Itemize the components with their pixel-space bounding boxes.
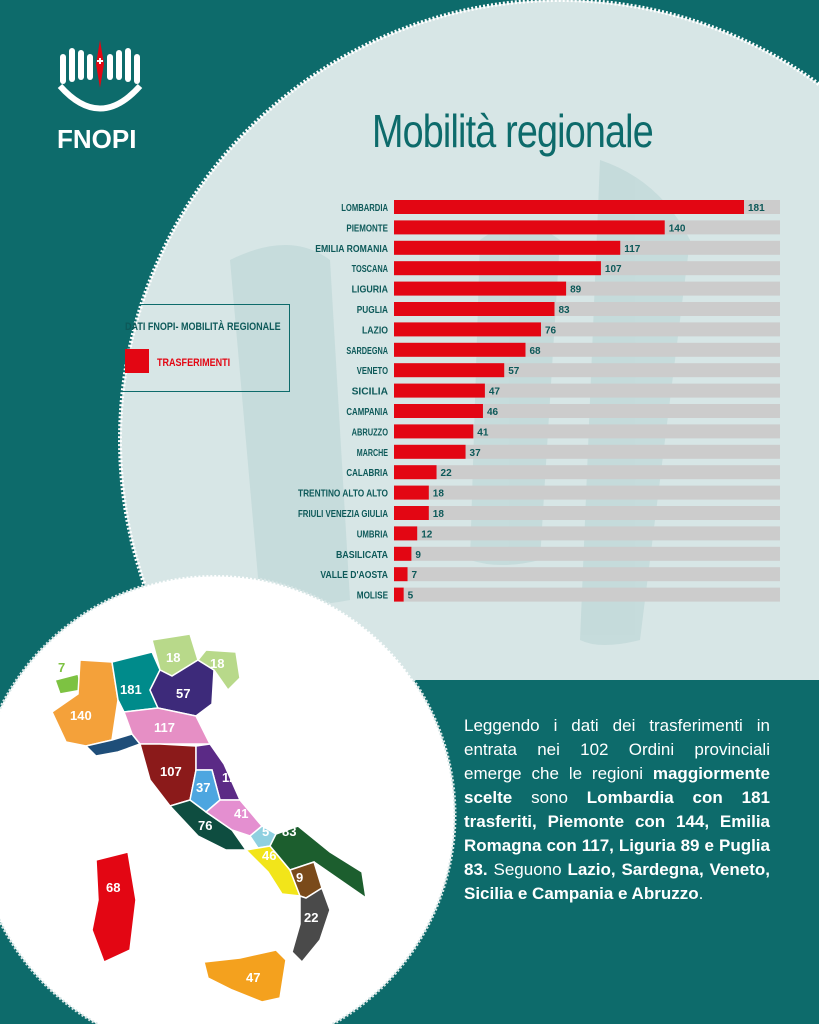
map-label: 7	[58, 660, 66, 675]
value-label: 117	[624, 243, 641, 255]
category-label: BASILICATA	[336, 549, 388, 561]
value-label: 7	[411, 570, 418, 582]
category-label: LAZIO	[362, 325, 389, 337]
value-label: 41	[477, 427, 489, 439]
map-label: 76	[198, 818, 213, 833]
category-label: SICILIA	[351, 386, 388, 398]
map-label: 9	[296, 870, 304, 885]
category-label: SARDEGNA	[346, 345, 388, 357]
legend-label: TRASFERIMENTI	[157, 357, 231, 369]
category-label: VALLE D'AOSTA	[320, 570, 388, 582]
category-label: PIEMONTE	[346, 223, 389, 235]
map-label: 5	[262, 824, 270, 839]
category-label: EMILIA ROMANIA	[315, 243, 388, 255]
map-label: 107	[160, 764, 182, 779]
map-region-sardegna	[92, 852, 136, 962]
legend-title: DATI FNOPI- MOBILITÀ REGIONALE	[125, 321, 281, 333]
category-label: MARCHE	[356, 447, 389, 459]
caption-text: Leggendo i dati dei trasferimenti in entrata nei 102 Ordini provinciali emerge che le regioni maggiormente scelte sono Lombardia con 181 trasferiti, Piemonte con 144, Emilia Romagna con 117, Liguria 89 e Puglia 83. Seguono Lazio, Sardegna, Veneto, Sicilia e Campania e Abruzzo.	[464, 716, 771, 903]
category-label: VENETO	[356, 366, 389, 378]
map-region-sicilia	[204, 950, 286, 1002]
category-label: FRIULI VENEZIA GIULIA	[298, 509, 388, 520]
value-label: 18	[432, 488, 444, 500]
value-label: 181	[748, 203, 765, 214]
value-label: 68	[529, 345, 541, 357]
map-label: 83	[282, 824, 297, 839]
category-label: LIGURIA	[351, 284, 388, 296]
map-label: 37	[196, 780, 211, 795]
map-label: 140	[70, 708, 92, 723]
value-label: 57	[508, 366, 520, 378]
map-label: 18	[210, 656, 225, 671]
map-label: 41	[234, 806, 249, 821]
value-label: 22	[440, 468, 452, 480]
category-label: ABRUZZO	[351, 427, 389, 439]
map-label: 22	[304, 910, 319, 925]
value-label: 12	[421, 529, 433, 541]
value-label: 107	[604, 264, 622, 276]
page-title: Mobilità regionale	[372, 105, 653, 157]
map-label: 47	[246, 970, 261, 985]
map-label: 46	[262, 848, 277, 863]
value-label: 76	[544, 325, 557, 337]
category-label: TOSCANA	[351, 264, 388, 276]
category-label: TRENTINO ALTO ALTO	[298, 488, 389, 500]
value-label: 5	[407, 590, 414, 602]
value-label: 9	[415, 549, 421, 561]
map-label: 12	[222, 770, 237, 785]
value-label: 46	[486, 407, 499, 418]
category-label: UMBRIA	[356, 529, 388, 541]
value-label: 89	[570, 284, 582, 296]
map-label: 89	[100, 740, 115, 755]
map-label: 117	[154, 720, 175, 735]
brand-name: FNOPI	[57, 124, 137, 154]
map-region-calabria	[292, 888, 330, 962]
map-label: 18	[166, 650, 181, 665]
value-label: 83	[558, 305, 570, 316]
value-label: 18	[432, 509, 444, 520]
map-label: 57	[176, 686, 191, 701]
value-label: 37	[469, 447, 481, 459]
value-label: 47	[488, 386, 501, 398]
category-label: CALABRIA	[346, 468, 388, 480]
map-label: 68	[106, 880, 121, 895]
value-label: 140	[668, 223, 686, 235]
category-label: LOMBARDIA	[341, 203, 388, 214]
category-label: PUGLIA	[356, 305, 388, 316]
category-label: CAMPANIA	[346, 407, 388, 418]
map-label: 181	[120, 682, 142, 697]
category-label: MOLISE	[356, 590, 389, 602]
